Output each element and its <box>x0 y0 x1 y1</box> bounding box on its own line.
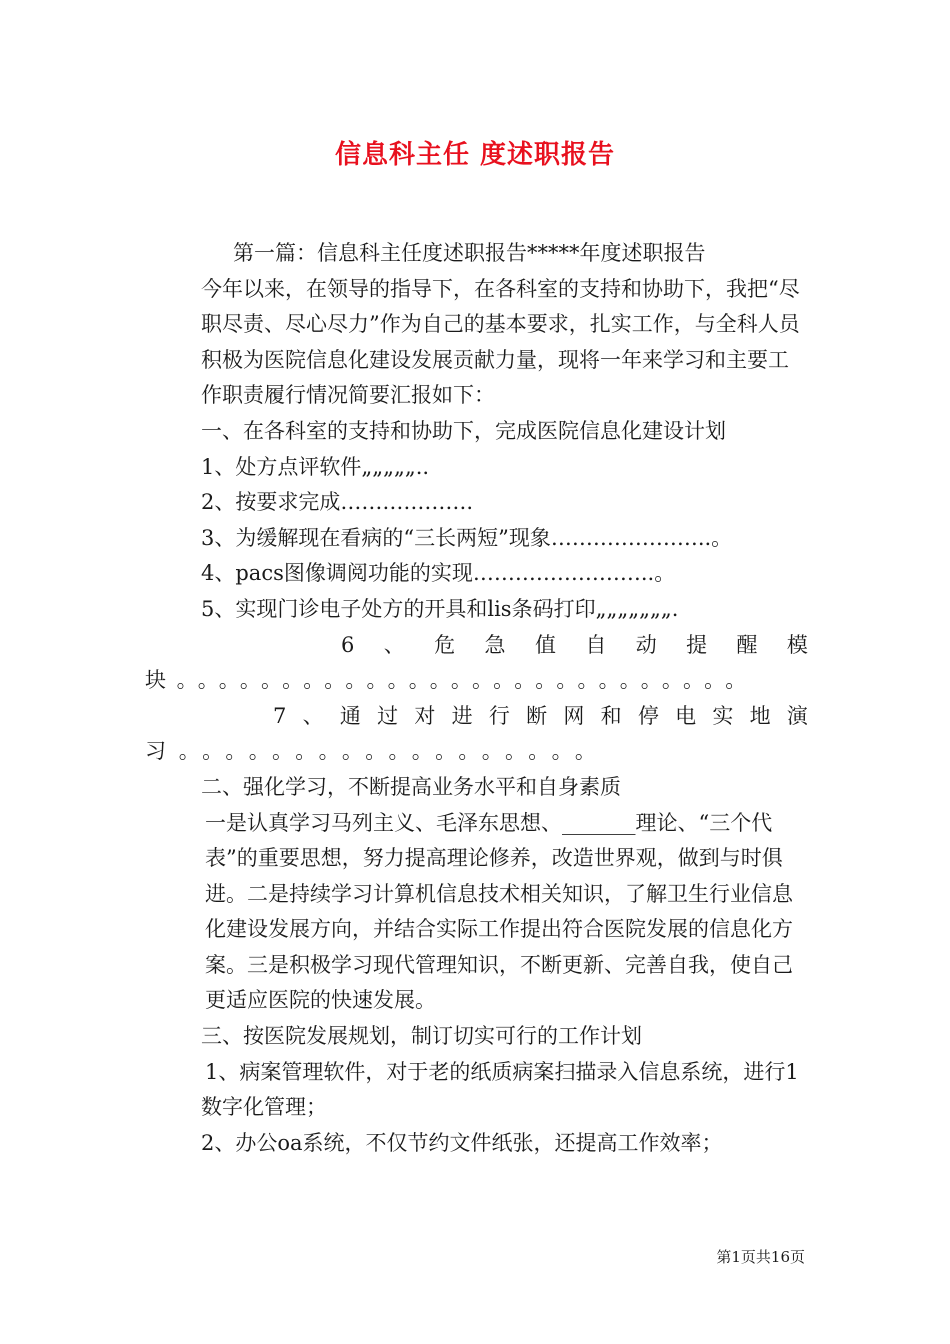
section-3-heading: 三、按医院发展规划，制订切实可行的工作计划 <box>201 1024 642 1049</box>
list-item-5: 5、实现门诊电子处方的开具和lis条码打印„„„„„„„. <box>201 596 679 621</box>
page-footer: 第1页共16页 <box>716 1248 805 1266</box>
list-item-7-line <box>145 699 808 735</box>
section-1-heading: 一、在各科室的支持和协助下，完成医院信息化建设计划 <box>201 418 726 443</box>
char: 急 <box>484 632 506 657</box>
document-title: 信息科主任 度述职报告 <box>334 140 616 170</box>
list-item-3: 3、为缓解现在看病的“三长两短”现象…………………..。 <box>201 525 733 550</box>
char: 醒 <box>736 632 758 657</box>
list-item-6-tail: 块。。。。。。。。。。。。。。。。。。。。。。。。。。。 <box>145 668 757 693</box>
char: 演 <box>786 703 808 728</box>
char: 模 <box>786 632 808 657</box>
section-2-heading: 二、强化学习，不断提高业务水平和自身素质 <box>201 774 621 799</box>
char: 通 <box>339 703 361 728</box>
list-item-4: 4、pacs图像调阅功能的实现……………………..。 <box>201 561 676 586</box>
chapter-heading: 第一篇：信息科主任度述职报告*****年度述职报告 <box>233 241 706 265</box>
char: 网 <box>563 703 585 728</box>
document-body <box>145 236 808 1161</box>
char: 过 <box>377 703 399 728</box>
char: 提 <box>686 632 708 657</box>
char: 6 <box>341 632 355 657</box>
char: 断 <box>526 703 548 728</box>
list-item-7-tail: 习。。。。。。。。。。。。。。。。。。 <box>145 739 609 764</box>
list-item-2: 2、按要求完成………………. <box>201 490 474 515</box>
char: 实 <box>712 703 734 728</box>
char: 危 <box>434 632 456 657</box>
plan-item-1: 1、病案管理软件，对于老的纸质病案扫描录入信息系统，进行1 <box>205 1059 799 1084</box>
char: 进 <box>451 703 473 728</box>
char: 、 <box>302 703 324 728</box>
list-item-6-line <box>145 628 808 664</box>
char: 地 <box>749 703 771 728</box>
char: 停 <box>637 703 659 728</box>
char: 和 <box>600 703 622 728</box>
char: 对 <box>414 703 436 728</box>
study-paragraph: 一是认真学习马列主义、毛泽东思想、_______理论、“三个代表”的重要思想，努力提高理论修养，改造世界观，做到与时俱进。二是持续学习计算机信息技术相关知识，了解卫生行业信息化建设发展方向，并结合实际工作提出符合医院发展的信息化方案。三是积极学习现代管理知识，不断更新、完善自我，使自己更适应医院的快速发展。 <box>205 810 793 1013</box>
char: 、 <box>383 632 405 657</box>
char: 7 <box>273 703 287 728</box>
char: 行 <box>488 703 510 728</box>
char: 自 <box>585 632 607 657</box>
intro-paragraph: 今年以来，在领导的指导下，在各科室的支持和协助下，我把“尽职尽责、尽心尽力”作为自己的基本要求，扎实工作，与全科人员积极为医院信息化建设发展贡献力量，现将一年来学习和主要工作职责履行情况简要汇报如下： <box>201 276 800 408</box>
plan-item-1-continued: 数字化管理； <box>201 1095 327 1120</box>
char: 电 <box>675 703 697 728</box>
list-item-1: 1、处方点评软件„„„„„.. <box>201 454 430 479</box>
char: 动 <box>635 632 657 657</box>
char: 值 <box>534 632 556 657</box>
plan-item-2: 2、办公oa系统，不仅节约文件纸张，还提高工作效率； <box>201 1130 723 1155</box>
